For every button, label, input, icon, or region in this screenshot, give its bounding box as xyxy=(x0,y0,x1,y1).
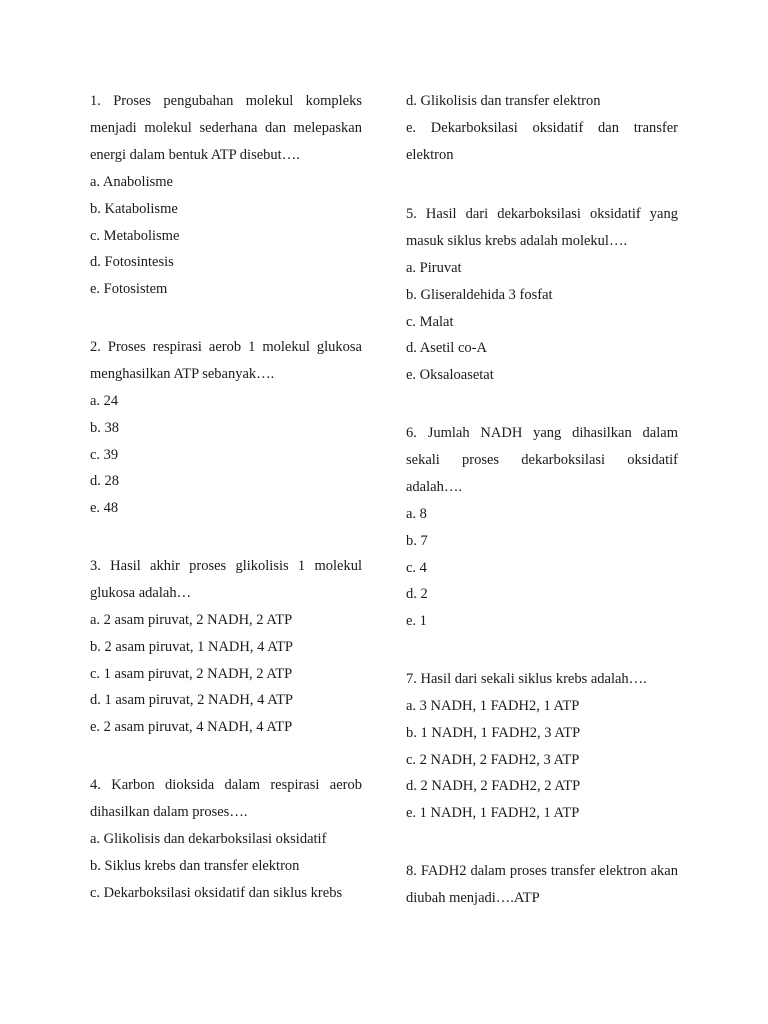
right-column xyxy=(406,88,678,943)
question-1-option-a: a. Anabolisme xyxy=(90,174,173,190)
question-5-option-b: b. Gliseraldehida 3 fosfat xyxy=(406,286,553,303)
question-7-option-a: a. 3 NADH, 1 FADH2, 1 ATP xyxy=(406,697,580,714)
question-6-option-a: a. 8 xyxy=(406,505,427,522)
question-6-option-b: b. 7 xyxy=(406,532,428,549)
question-3-option-b: b. 2 asam piruvat, 1 NADH, 4 ATP xyxy=(90,638,293,655)
question-7-option-d: d. 2 NADH, 2 FADH2, 2 ATP xyxy=(406,778,581,795)
question-7-option-b: b. 1 NADH, 1 FADH2, 3 ATP xyxy=(406,724,581,741)
question-7-option-c: c. 2 NADH, 2 FADH2, 3 ATP xyxy=(406,751,580,768)
question-5-option-c: c. Malat xyxy=(406,313,454,330)
question-6-option-c: c. 4 xyxy=(406,559,427,576)
question-4-option-c: c. Dekarboksilasi oksidatif dan siklus krebs xyxy=(90,884,343,901)
question-2-option-a: a. 24 xyxy=(90,392,119,409)
question-2-option-e: e. 48 xyxy=(90,500,119,517)
question-8 xyxy=(406,858,678,912)
question-6-option-d: d. 2 xyxy=(406,586,428,603)
question-5 xyxy=(406,201,678,389)
question-2-option-b: b. 38 xyxy=(90,419,119,436)
question-1-stem: 1. Proses pengubahan molekul kompleks menjadi molekul sederhana dan melepaskan energi dalam bentuk ATP disebut…. xyxy=(90,93,362,163)
question-3-option-a: a. 2 asam piruvat, 2 NADH, 2 ATP xyxy=(90,611,293,628)
question-4-option-e: e. Dekarboksilasi oksidatif dan transfer elektron xyxy=(406,120,678,163)
question-2-option-c: c. 39 xyxy=(90,446,119,463)
question-3-stem: 3. Hasil akhir proses glikolisis 1 molekul glukosa adalah… xyxy=(90,557,362,601)
question-1-option-d: d. Fotosintesis xyxy=(90,254,174,271)
question-1 xyxy=(90,88,362,303)
question-4 xyxy=(90,772,362,906)
question-5-option-d: d. Asetil co-A xyxy=(406,340,487,357)
question-6-option-e: e. 1 xyxy=(406,613,427,630)
left-column xyxy=(90,88,362,937)
question-5-option-a: a. Piruvat xyxy=(406,260,462,276)
question-7-option-e: e. 1 NADH, 1 FADH2, 1 ATP xyxy=(406,805,580,822)
question-3-option-d: d. 1 asam piruvat, 2 NADH, 4 ATP xyxy=(90,692,293,709)
question-1-option-b: b. Katabolisme xyxy=(90,200,178,217)
question-2-stem: 2. Proses respirasi aerob 1 molekul glukosa menghasilkan ATP sebanyak…. xyxy=(90,338,362,382)
question-4-option-b: b. Siklus krebs dan transfer elektron xyxy=(90,857,300,874)
question-2 xyxy=(90,334,362,522)
question-5-option-e: e. Oksaloasetat xyxy=(406,367,494,384)
question-8-stem: 8. FADH2 dalam proses transfer elektron akan diubah menjadi….ATP xyxy=(406,862,678,906)
question-4-continued xyxy=(406,88,678,169)
question-7-stem: 7. Hasil dari sekali siklus krebs adalah…. xyxy=(406,670,647,687)
question-4-option-d: d. Glikolisis dan transfer elektron xyxy=(406,93,601,109)
question-4-option-a: a. Glikolisis dan dekarboksilasi oksidatif xyxy=(90,830,327,847)
question-6 xyxy=(406,420,678,635)
question-5-stem: 5. Hasil dari dekarboksilasi oksidatif yang masuk siklus krebs adalah molekul…. xyxy=(406,206,678,249)
question-4-stem: 4. Karbon dioksida dalam respirasi aerob dihasilkan dalam proses…. xyxy=(90,776,362,820)
question-7 xyxy=(406,666,678,827)
question-1-option-e: e. Fotosistem xyxy=(90,281,168,298)
question-3-option-e: e. 2 asam piruvat, 4 NADH, 4 ATP xyxy=(90,719,293,736)
question-3-option-c: c. 1 asam piruvat, 2 NADH, 2 ATP xyxy=(90,665,293,682)
question-6-stem: 6. Jumlah NADH yang dihasilkan dalam sekali proses dekarboksilasi oksidatif adalah…. xyxy=(406,424,678,495)
question-2-option-d: d. 28 xyxy=(90,473,119,490)
question-3 xyxy=(90,553,362,741)
question-1-option-c: c. Metabolisme xyxy=(90,227,180,244)
